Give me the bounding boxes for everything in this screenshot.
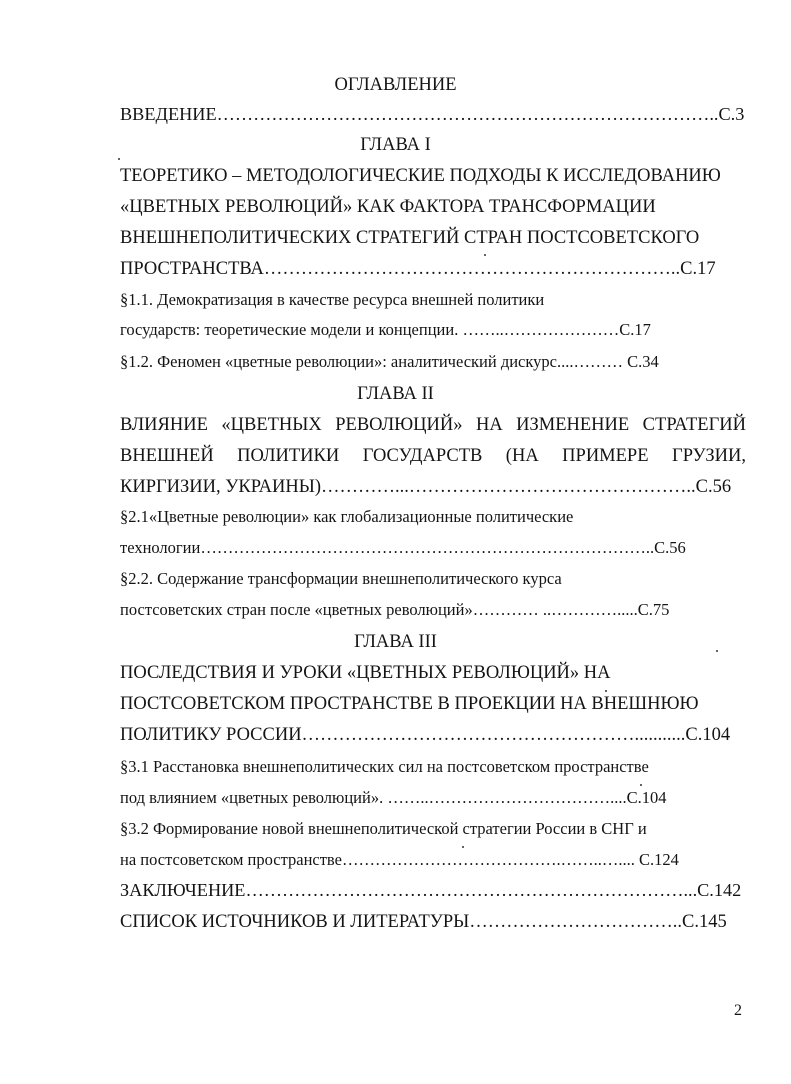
section-3-1-line-2: под влиянием «цветных революций». ……..……………………………....С.104 <box>120 788 667 807</box>
section-2-1-line-2: технологии………………………………………………………………………..С.56 <box>120 538 686 557</box>
toc-entry-bibliography: СПИСОК ИСТОЧНИКОВ И ЛИТЕРАТУРЫ……………………………..С.145 <box>120 912 727 932</box>
section-2-2-line-1: §2.2. Содержание трансформации внешнеполитического курса <box>120 569 562 588</box>
section-3-2-line-1: §3.2 Формирование новой внешнеполитической стратегии России в СНГ и <box>120 819 647 838</box>
chapter-2-title-line-1: ВЛИЯНИЕ «ЦВЕТНЫХ РЕВОЛЮЦИЙ» НА ИЗМЕНЕНИЕ СТРАТЕГИЙ <box>120 415 746 435</box>
section-3-1-line-1: §3.1 Расстановка внешнеполитических сил на постсоветском пространстве <box>120 757 649 776</box>
chapter-3-heading: ГЛАВА III <box>354 632 437 652</box>
scan-speck <box>462 846 464 848</box>
chapter-1-title-line-4: ПРОСТРАНСТВА…………………………………………………………..С.17 <box>120 259 716 279</box>
chapter-3-title-line-2: ПОСТСОВЕТСКОМ ПРОСТРАНСТВЕ В ПРОЕКЦИИ НА ВНЕШНЮЮ <box>120 694 699 714</box>
chapter-2-heading: ГЛАВА II <box>357 384 434 404</box>
section-1-2: §1.2. Феномен «цветные революции»: аналитический дискурс....……… С.34 <box>120 352 659 371</box>
chapter-1-heading: ГЛАВА I <box>360 135 431 155</box>
scan-speck <box>605 690 607 692</box>
page-number: 2 <box>734 1002 742 1019</box>
chapter-3-title-line-1: ПОСЛЕДСТВИЯ И УРОКИ «ЦВЕТНЫХ РЕВОЛЮЦИЙ» НА <box>120 663 611 683</box>
chapter-2-title-line-3: КИРГИЗИИ, УКРАИНЫ)…………...………………………………………..С.56 <box>120 477 732 497</box>
scan-speck <box>484 254 486 256</box>
chapter-1-title-line-2: «ЦВЕТНЫХ РЕВОЛЮЦИЙ» КАК ФАКТОРА ТРАНСФОРМАЦИИ <box>120 197 656 217</box>
section-2-2-line-2: постсоветских стран после «цветных революций»………… ..………….....С.75 <box>120 600 670 619</box>
toc-entry-introduction: ВВЕДЕНИЕ………………………………………………………………………..С.3 <box>120 104 745 124</box>
chapter-1-title-line-1: ТЕОРЕТИКО – МЕТОДОЛОГИЧЕСКИЕ ПОДХОДЫ К ИССЛЕДОВАНИЮ <box>120 166 721 186</box>
section-1-1-line-1: §1.1. Демократизация в качестве ресурса внешней политики <box>120 290 545 309</box>
toc-title: ОГЛАВЛЕНИЕ <box>334 75 457 95</box>
chapter-3-title-line-3: ПОЛИТИКУ РОССИИ………………………………………………...........С.104 <box>120 725 731 745</box>
section-1-1-line-2: государств: теоретические модели и концепции. ……..…………………С.17 <box>120 320 651 339</box>
chapter-2-title-line-2: ВНЕШНЕЙ ПОЛИТИКИ ГОСУДАРСТВ (НА ПРИМЕРЕ ГРУЗИИ, <box>120 446 746 466</box>
section-3-2-line-2: на постсоветском пространстве………………………………….……..….... С.124 <box>120 850 679 869</box>
scan-speck <box>640 784 642 786</box>
scan-speck <box>118 158 120 160</box>
scan-speck <box>716 650 718 652</box>
section-2-1-line-1: §2.1«Цветные революции» как глобализационные политические <box>120 507 574 526</box>
chapter-1-title-line-3: ВНЕШНЕПОЛИТИЧЕСКИХ СТРАТЕГИЙ СТРАН ПОСТСОВЕТСКОГО <box>120 228 700 248</box>
toc-entry-conclusion: ЗАКЛЮЧЕНИЕ………………………………………………………………...С.142 <box>120 880 742 900</box>
